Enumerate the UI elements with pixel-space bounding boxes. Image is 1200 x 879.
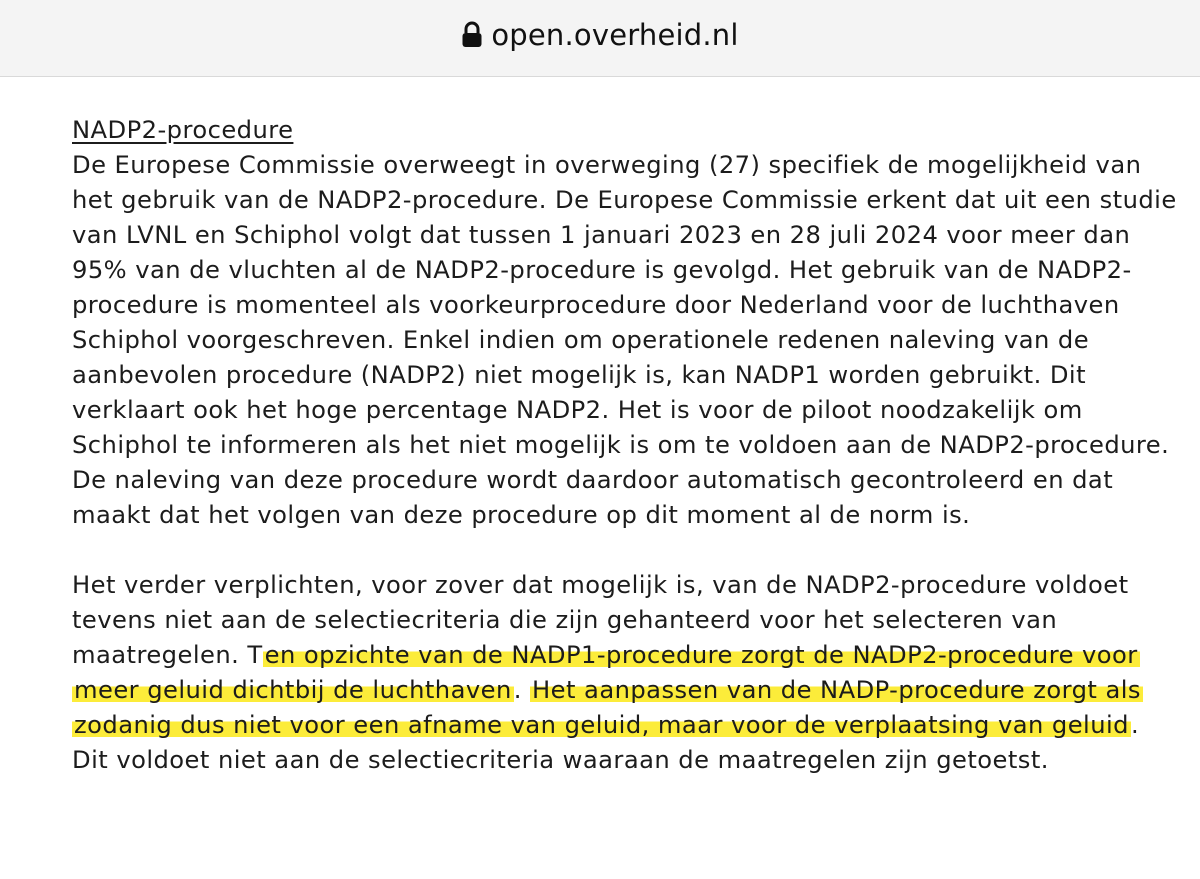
section-heading: NADP2-procedure bbox=[72, 116, 294, 144]
url-text: open.overheid.nl bbox=[491, 18, 739, 52]
document-content bbox=[72, 113, 1182, 778]
paragraph-2 bbox=[72, 568, 1182, 778]
browser-address-bar[interactable] bbox=[0, 0, 1200, 77]
lock-icon bbox=[461, 21, 483, 49]
paragraph-2-text-2: . bbox=[513, 676, 531, 704]
paragraph-2-text-1: Het verder verplichten, voor zover dat mogelijk is, van de NADP2-procedure voldoet tevens niet aan de selectiecriteria die zijn gehanteerd voor het selecteren van maatregelen. T bbox=[72, 571, 1129, 669]
highlighted-text-1: en opzichte van de NADP1-procedure zorgt de NADP2-procedure voor meer geluid dichtbij de luchthaven bbox=[74, 641, 1138, 704]
paragraph-2-text-3: . Dit voldoet niet aan de selectiecriteria waaraan de maatregelen zijn getoetst. bbox=[72, 711, 1140, 774]
highlighted-text-2: Het aanpassen van de NADP-procedure zorgt als zodanig dus niet voor een afname van geluid, maar voor de verplaatsing van geluid bbox=[74, 676, 1141, 739]
url-display[interactable] bbox=[461, 18, 738, 52]
paragraph-1: De Europese Commissie overweegt in overweging (27) specifiek de mogelijkheid van het gebruik van de NADP2-procedure. De Europese Commissie erkent dat uit een studie van LVNL en Schiphol volgt dat tussen 1 januari 2023 en 28 juli 2024 voor meer dan 95% van de vluchten al de NADP2-procedure is gevolgd. Het gebruik van de NADP2-procedure is momenteel als voorkeurprocedure door Nederland voor de luchthaven Schiphol voorgeschreven. Enkel indien om operationele redenen naleving van de aanbevolen procedure (NADP2) niet mogelijk is, kan NADP1 worden gebruikt. Dit verklaart ook het hoge percentage NADP2. Het is voor de piloot noodzakelijk om Schiphol te informeren als het niet mogelijk is om te voldoen aan de NADP2-procedure. De naleving van deze procedure wordt daardoor automatisch gecontroleerd en dat maakt dat het volgen van deze procedure op dit moment al de norm is. bbox=[72, 151, 1177, 529]
